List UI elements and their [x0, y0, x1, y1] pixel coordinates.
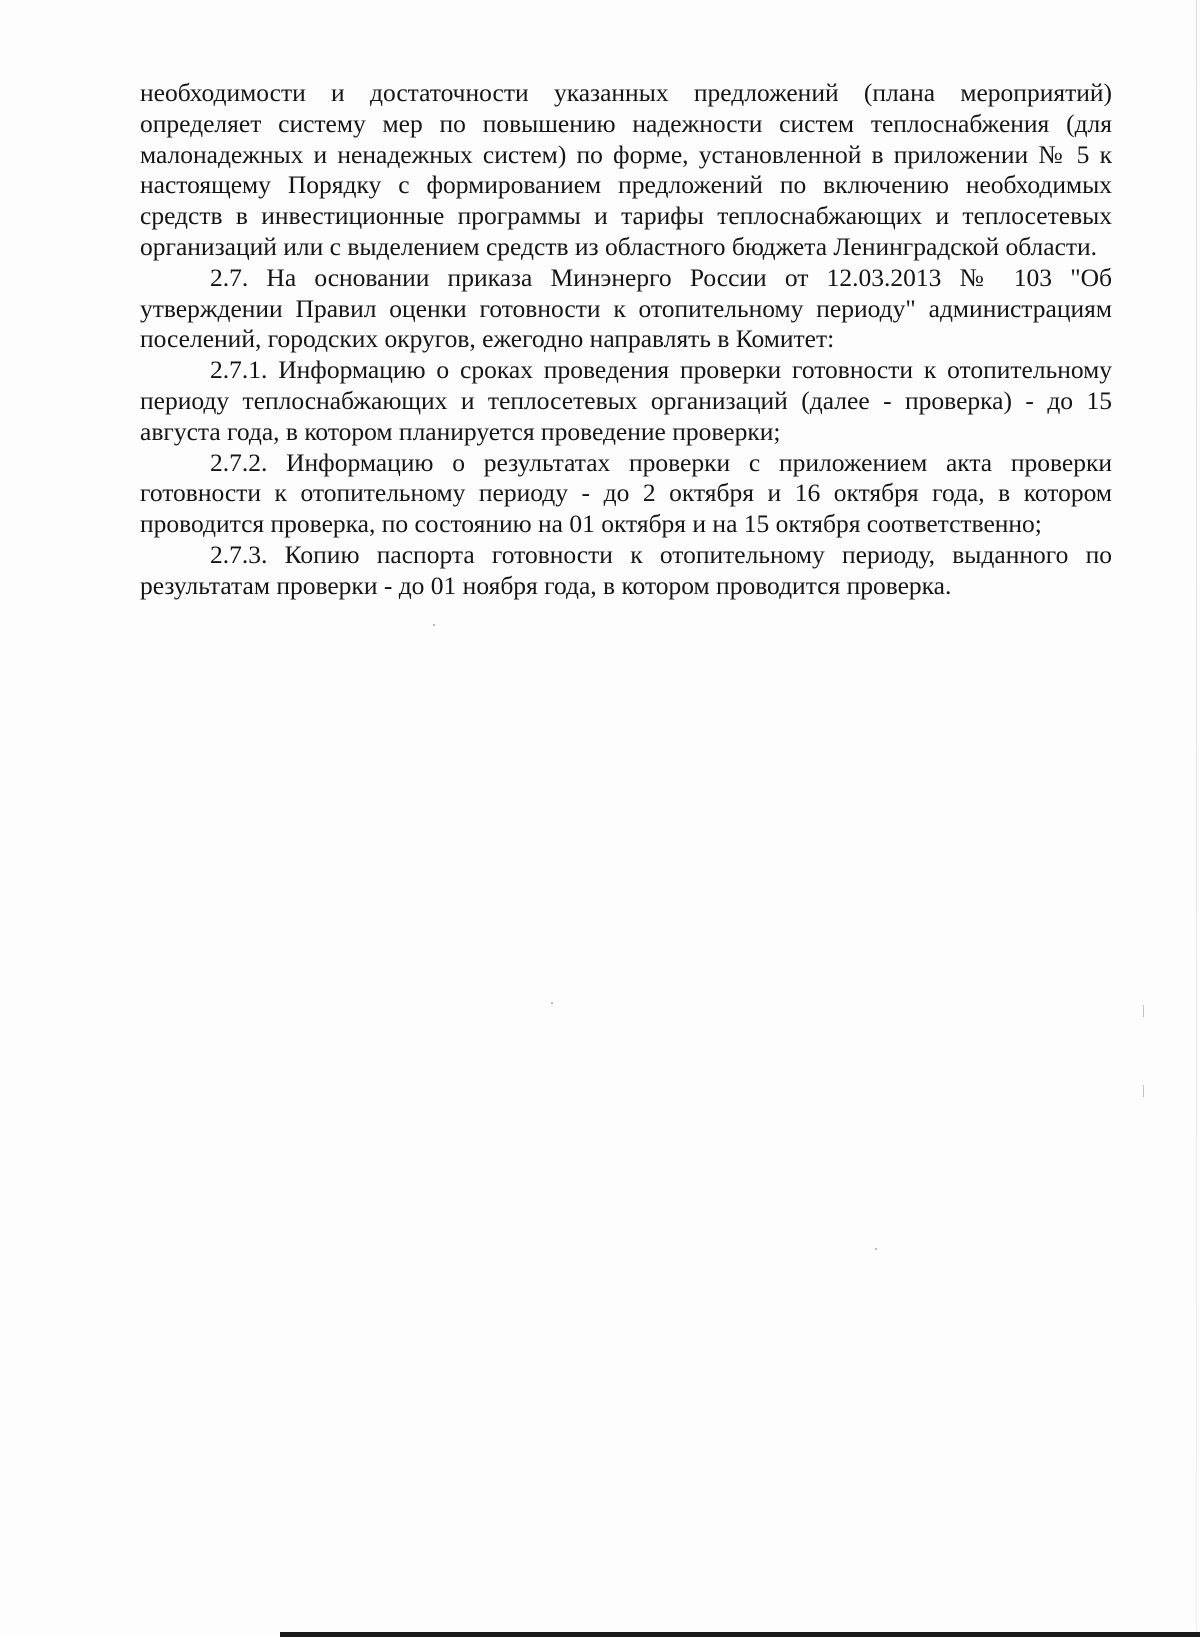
document-body: [140, 78, 1112, 602]
scan-speck: [433, 624, 435, 626]
scan-right-edge: [1196, 0, 1197, 1637]
scan-bottom-edge: [280, 1632, 1200, 1637]
paragraph-2-7-3: 2.7.3. Копию паспорта готовности к отопительному периоду, выданного по результатам проверки - до 01 ноября года, в котором проводится проверка.: [140, 539, 1112, 600]
paragraph-2-7-2: 2.7.2. Информацию о результатах проверки с приложением акта проверки готовности к отопительному периоду - до 2 октября и 16 октября года, в котором проводится проверка, по состоянию на 01 октября и на 15 октября соответственно;: [140, 447, 1112, 539]
scan-speck: [875, 1248, 877, 1250]
scan-tick: [1143, 1085, 1144, 1097]
scan-tick: [1143, 1005, 1144, 1017]
paragraph-continuation: необходимости и достаточности указанных предложений (плана мероприятий) определяет систему мер по повышению надежности систем теплоснабжения (для малонадежных и ненадежных систем) по форме, установленной в приложении № 5 к настоящему Порядку с формированием предложений по включению необходимых средств в инвестиционные программы и тарифы теплоснабжающих и теплосетевых организаций или с выделением средств из областного бюджета Ленинградской области.: [140, 78, 1112, 261]
paragraph-2-7: 2.7. На основании приказа Минэнерго России от 12.03.2013 № 103 "Об утверждении Правил оценки готовности к отопительному периоду" администрациям поселений, городских округов, ежегодно направлять в Комитет:: [140, 262, 1112, 354]
scan-speck: [551, 1002, 553, 1004]
paragraph-2-7-1: 2.7.1. Информацию о сроках проведения проверки готовности к отопительному периоду теплоснабжающих и теплосетевых организаций (далее - проверка) - до 15 августа года, в котором планируется проведение проверки;: [140, 355, 1112, 446]
